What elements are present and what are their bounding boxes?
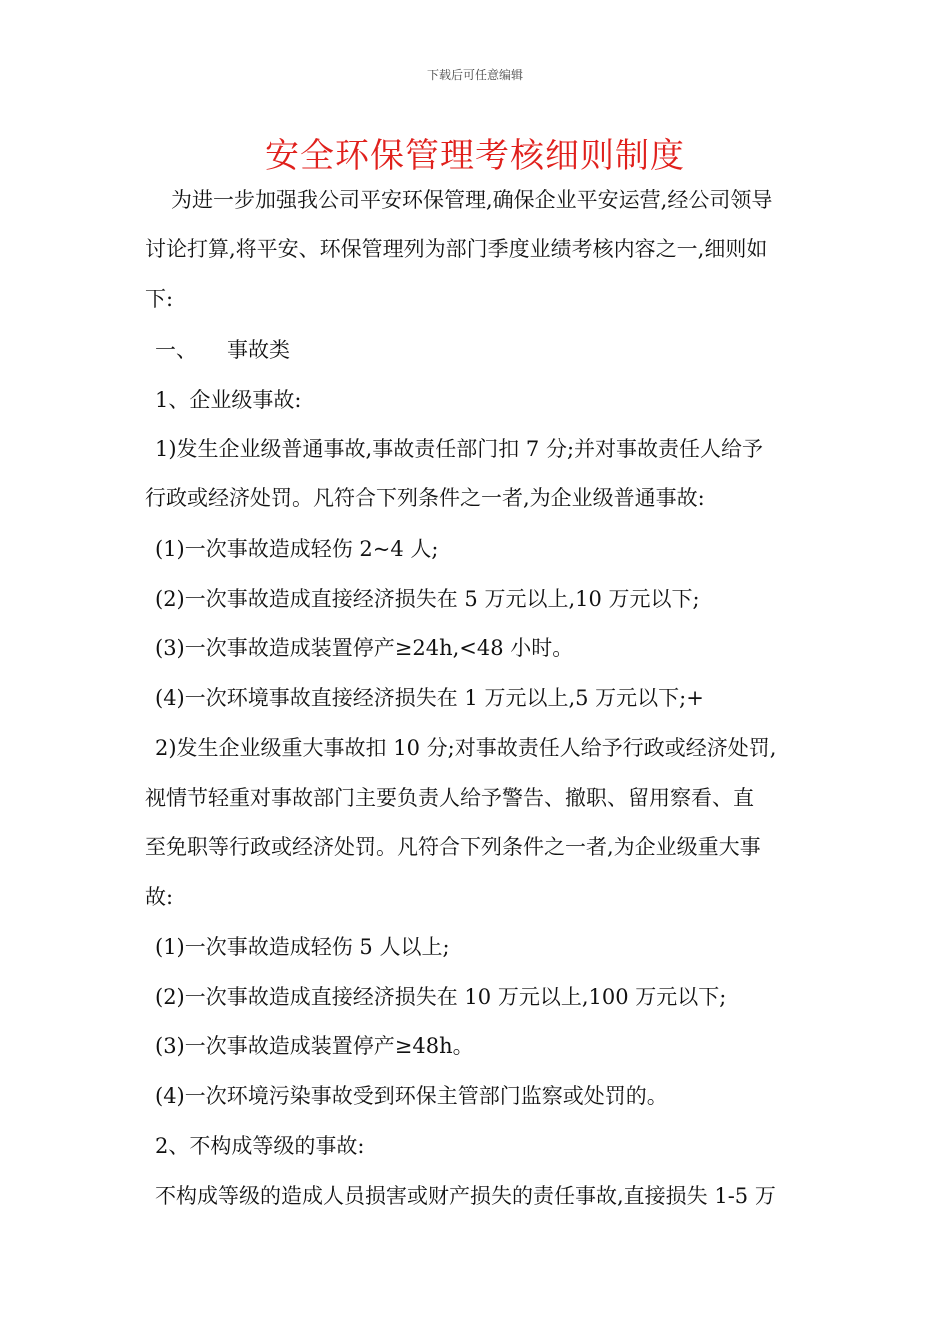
item2-para-line-4: 故: [145,885,174,909]
subsection-heading-2: 2、不构成等级的事故: [155,1134,365,1158]
item1-para-line-2: 行政或经济处罚。凡符合下列条件之一者,为企业级普通事故: [145,486,705,510]
section-heading [155,336,290,364]
sub2-para-line-1: 不构成等级的造成人员损害或财产损失的责任事故,直接损失 1-5 万 [155,1184,776,1208]
item2-condition-3: (3)一次事故造成装置停产≥48h。 [155,1034,474,1058]
item1-condition-2: (2)一次事故造成直接经济损失在 5 万元以上,10 万元以下; [155,587,700,611]
item1-para-line-1: 1)发生企业级普通事故,事故责任部门扣 7 分;并对事故责任人给予 [155,437,764,461]
subsection-heading-1: 1、企业级事故: [155,388,302,412]
item2-condition-4: (4)一次环境污染事故受到环保主管部门监察或处罚的。 [155,1084,668,1108]
section-title: 事故类 [227,338,290,362]
intro-line-3: 下: [145,287,174,311]
header-note: 下载后可任意编辑 [426,68,523,82]
item2-condition-2: (2)一次事故造成直接经济损失在 10 万元以上,100 万元以下; [155,985,727,1009]
item1-condition-4: (4)一次环境事故直接经济损失在 1 万元以上,5 万元以下;+ [155,686,704,710]
item2-para-line-1: 2)发生企业级重大事故扣 10 分;对事故责任人给予行政或经济处罚, [155,736,777,760]
item1-condition-1: (1)一次事故造成轻伤 2~4 人; [155,537,439,561]
item2-para-line-2: 视情节轻重对事故部门主要负责人给予警告、撤职、留用察看、直 [145,786,754,810]
item1-condition-3: (3)一次事故造成装置停产≥24h,<48 小时。 [155,636,574,660]
item2-condition-1: (1)一次事故造成轻伤 5 人以上; [155,935,450,959]
intro-line-1: 为进一步加强我公司平安环保管理,确保企业平安运营,经公司领导 [171,188,773,212]
document-title: 安全环保管理考核细则制度 [265,136,685,176]
item2-para-line-3: 至免职等行政或经济处罚。凡符合下列条件之一者,为企业级重大事 [145,835,761,859]
section-number: 一、 [155,338,197,362]
intro-line-2: 讨论打算,将平安、环保管理列为部门季度业绩考核内容之一,细则如 [145,237,768,261]
